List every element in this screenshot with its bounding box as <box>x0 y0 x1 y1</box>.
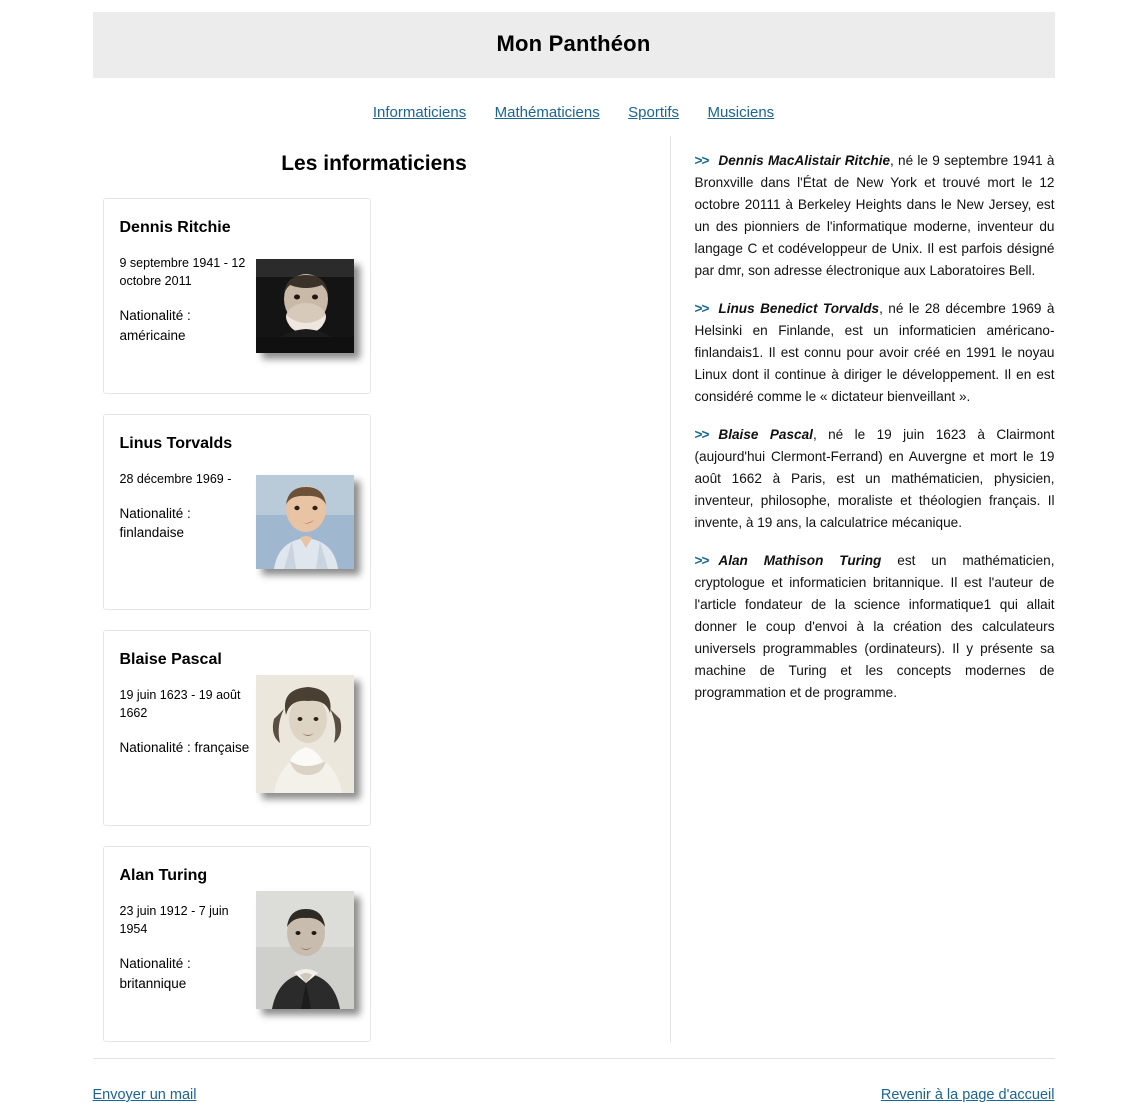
bio-person-name: Blaise Pascal <box>718 427 813 443</box>
card-text <box>120 217 250 375</box>
chevron-marker-icon: >> <box>694 553 709 569</box>
person-nationality: Nationalité : finlandaise <box>119 506 191 541</box>
bio-text: , né le 28 décembre 1969 à Helsinki en Finlande, est un informaticien américano-finlandais1. Il est connu pour avoir créé en 1991 le noyau Linux dont il continue à diriger le développement. Il en est considéré comme le « dictateur bienveillant ». <box>694 301 1055 405</box>
person-nationality: Nationalité : britannique <box>119 956 191 991</box>
nav-item-musiciens[interactable]: Musiciens <box>707 104 775 121</box>
card-text <box>120 649 250 807</box>
bio-text: , né le 9 septembre 1941 à Bronxville dans l'État de New York et trouvé mort le 12 octobre 20111 à Berkeley Heights dans le New Jersey, est un des pionniers de l'informatique moderne, inventeur du langage C et codéveloppeur de Unix. Il est parfois désigné par dmr, son adresse électronique aux Laboratoires Bell. <box>694 153 1055 279</box>
bio-dennis-ritchie <box>695 150 1055 282</box>
card-text <box>120 433 250 591</box>
person-name: Linus Torvalds <box>119 435 233 452</box>
portrait-dennis-ritchie-icon <box>256 259 354 353</box>
bio-person-name: Alan Mathison Turing <box>718 553 882 569</box>
nav-item-mathematiciens[interactable]: Mathématiciens <box>494 104 600 121</box>
content-area <box>93 136 1055 1059</box>
page-container <box>93 0 1055 1103</box>
bio-linus-torvalds <box>695 298 1055 408</box>
bio-person-name: Dennis MacAlistair Ritchie <box>718 153 891 168</box>
bio-text: , né le 19 juin 1623 à Clairmont (aujourd'hui Clermont-Ferrand) en Auvergne et mort le 19 août 1662 à Paris, est un mathématicien, physicien, inventeur, philosophe, moraliste et théologien français. Il invente, à 19 ans, la calculatrice mécanique. <box>694 427 1055 531</box>
chevron-marker-icon: >> <box>694 301 709 317</box>
biography-column <box>671 136 1055 1042</box>
person-nationality: Nationalité : française <box>119 740 250 756</box>
person-nationality: Nationalité : américaine <box>119 308 191 343</box>
section-title: Les informaticiens <box>281 152 467 175</box>
person-name: Blaise Pascal <box>119 651 222 668</box>
person-dates: 9 septembre 1941 - 12 octobre 2011 <box>119 256 246 289</box>
person-dates: 23 juin 1912 - 7 juin 1954 <box>119 904 229 937</box>
bio-person-name: Linus Benedict Torvalds <box>718 301 880 317</box>
bio-blaise-pascal <box>695 424 1055 534</box>
portrait-linus-torvalds-icon <box>256 475 354 569</box>
bio-text: est un mathématicien, cryptologue et informaticien britannique. Il est l'auteur de l'article fondateur de la science informatique1 qui allait donner le coup d'envoi à la création des calculateurs universels programmables (ordinateurs). Il y présente sa machine de Turing et les concepts modernes de programmation et de programme. <box>694 553 1055 701</box>
person-dates: 19 juin 1623 - 19 août 1662 <box>119 688 241 721</box>
person-card-blaise-pascal[interactable] <box>103 630 371 826</box>
site-header <box>93 12 1055 78</box>
person-card-dennis-ritchie[interactable] <box>103 198 371 394</box>
site-footer <box>93 1059 1055 1103</box>
bio-alan-turing <box>695 550 1055 704</box>
person-card-alan-turing[interactable] <box>103 846 371 1042</box>
nav-item-sportifs[interactable]: Sportifs <box>628 104 680 121</box>
nav-item-informaticiens[interactable]: Informaticiens <box>372 104 467 121</box>
person-name: Dennis Ritchie <box>119 219 231 236</box>
send-mail-link[interactable]: Envoyer un mail <box>92 1087 197 1103</box>
main-navigation <box>93 78 1055 136</box>
chevron-marker-icon: >> <box>694 427 709 443</box>
person-dates: 28 décembre 1969 - <box>119 472 232 487</box>
chevron-marker-icon: >> <box>694 153 709 168</box>
back-home-link[interactable]: Revenir à la page d'accueil <box>880 1087 1055 1103</box>
page-title: Mon Panthéon <box>496 31 651 56</box>
person-card-grid <box>93 198 656 1042</box>
cards-column <box>93 136 671 1042</box>
portrait-blaise-pascal-icon <box>256 675 354 793</box>
portrait-alan-turing-icon <box>256 891 354 1009</box>
card-text <box>120 865 250 1023</box>
person-name: Alan Turing <box>119 867 208 884</box>
person-card-linus-torvalds[interactable] <box>103 414 371 610</box>
